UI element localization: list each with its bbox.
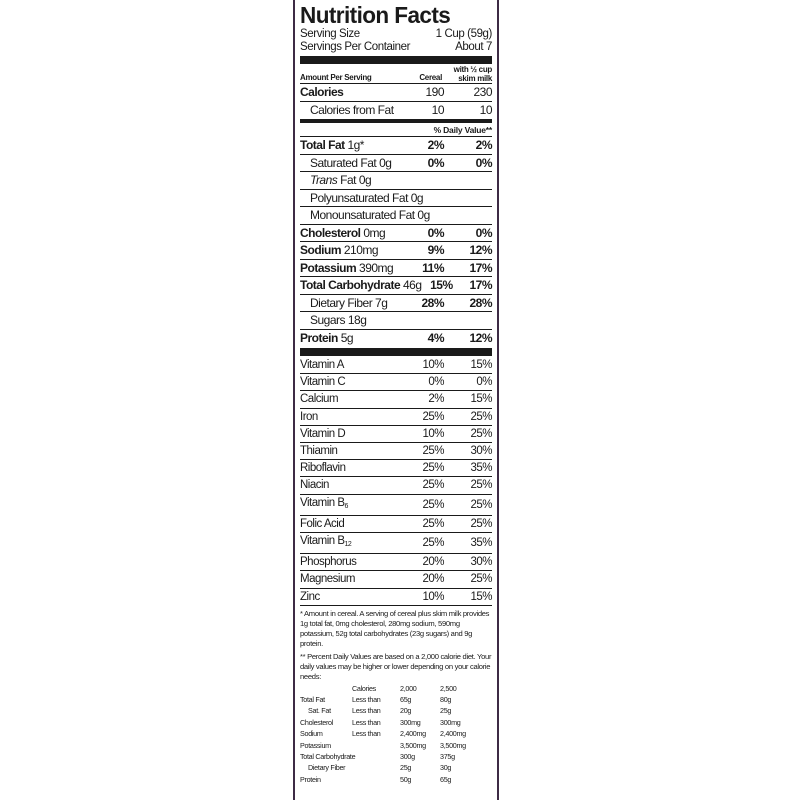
dv-table-cell: 30g — [440, 763, 452, 773]
nutrient-row — [300, 189, 492, 207]
nutrient-row — [300, 137, 492, 154]
vitamin-label: Vitamin C — [300, 376, 346, 389]
dv-table-cell: 3,500mg — [400, 740, 426, 750]
footnote-amount-in-cereal: * Amount in cereal. A serving of cereal plus skim milk provides 1g total fat, 0mg cholesterol, 280mg sodium, 590mg potassium, 52g total carbohydrates (23g sugars) and 9g protein. — [300, 608, 490, 649]
nutrient-name — [300, 172, 406, 189]
dv-table-cell: Dietary Fiber — [308, 763, 346, 773]
calories-section — [300, 84, 492, 118]
daily-value-header: % Daily Value** — [433, 125, 492, 135]
vitamin-row — [300, 494, 492, 515]
nutrient-amount: 0g — [358, 173, 372, 187]
nutrient-label: Saturated Fat — [310, 155, 377, 170]
vitamin-row — [300, 408, 492, 425]
thick-divider — [300, 348, 492, 356]
nutrient-row — [300, 154, 492, 172]
serving-size-row — [300, 28, 492, 41]
dv-table-cell: 20g — [400, 706, 412, 716]
milk-value: 25% — [470, 498, 492, 511]
vitamin-row — [300, 425, 492, 442]
dv-table-cell: 300mg — [400, 717, 421, 727]
vitamin-label: Calcium — [300, 393, 339, 406]
milk-value: 25% — [470, 410, 492, 423]
medium-divider — [300, 119, 492, 123]
cereal-value: 25% — [422, 445, 444, 458]
dv-table-cell: 300mg — [440, 717, 461, 727]
milk-daily-value: 2% — [475, 138, 492, 152]
vitamin-row — [300, 442, 492, 459]
milk-daily-value: 12% — [469, 330, 492, 345]
cereal-value: 0% — [428, 376, 444, 389]
dv-table-cell — [352, 751, 400, 762]
nutrient-row — [300, 259, 492, 277]
cereal-daily-value: 0% — [427, 225, 444, 240]
cereal-value: 20% — [422, 556, 444, 569]
cereal-value: 25% — [422, 517, 444, 530]
footnote-daily-values: ** Percent Daily Values are based on a 2,000 calorie diet. Your daily values may be higher or lower depending on your calorie needs: — [300, 652, 492, 682]
nutrient-name — [300, 295, 406, 312]
vitamin-name — [300, 391, 406, 407]
nutrient-row — [300, 206, 492, 224]
vitamin-label: Phosphorus — [300, 556, 357, 569]
vitamin-label: Riboflavin — [300, 462, 346, 475]
milk-value: 25% — [470, 427, 492, 440]
vitamin-name — [300, 516, 406, 532]
dv-table-cell: Cholesterol — [300, 717, 334, 727]
milk-daily-value: 12% — [469, 243, 492, 257]
dv-table-cell: Potassium — [300, 740, 331, 750]
milk-daily-value: 0% — [475, 155, 492, 170]
dv-table-cell: 50g — [400, 774, 412, 784]
nutrition-facts-label — [293, 0, 499, 800]
vitamin-row — [300, 588, 492, 605]
vitamin-name — [300, 409, 406, 425]
milk-value: 15% — [470, 393, 492, 406]
nutrient-amount: 18g — [347, 313, 367, 327]
calories-label: Calories — [300, 85, 344, 99]
dv-table-cell — [352, 740, 400, 751]
nutrient-amount: 390mg — [359, 260, 394, 275]
cereal-value: 10% — [422, 427, 444, 440]
dv-table-cell: 25g — [440, 706, 452, 716]
serving-size-label: Serving Size — [300, 28, 360, 40]
nutrient-amount: 1g* — [347, 138, 364, 152]
nutrient-label: Monounsaturated Fat — [310, 208, 415, 222]
cereal-daily-value: 11% — [422, 260, 444, 275]
dv-table-cell: 65g — [440, 774, 452, 784]
vitamin-label: Vitamin B — [300, 535, 345, 548]
nutrient-amount: 7g — [375, 295, 388, 310]
nutrient-label: Sugars — [310, 313, 346, 327]
nutrient-amount: 0g — [417, 208, 430, 222]
label-title: Nutrition Facts — [300, 2, 451, 28]
dv-table-cell: Less than — [352, 694, 381, 704]
nutrient-label: Cholesterol — [300, 225, 361, 240]
nutrient-amount: 0g — [410, 190, 424, 205]
nutrient-name — [300, 102, 406, 119]
dv-table-cell: 2,400mg — [400, 729, 426, 739]
cereal-column-label: Cereal — [419, 73, 442, 82]
dv-table-cell: 80g — [440, 694, 452, 704]
cereal-value: 25% — [422, 498, 444, 511]
dv-table-header-cell: 2,500 — [440, 683, 457, 693]
dv-table-cell: Less than — [352, 706, 381, 716]
milk-value: 15% — [470, 359, 492, 371]
cereal-daily-value: 9% — [427, 243, 444, 257]
cereal-value: 25% — [422, 537, 444, 550]
cereal-daily-value: 4% — [427, 330, 444, 345]
column-header — [300, 65, 492, 83]
dv-table-cell: 65g — [400, 694, 412, 704]
cereal-value: 25% — [422, 479, 444, 492]
cereal-value: 25% — [422, 462, 444, 475]
nutrient-amount: 210mg — [343, 243, 379, 257]
vitamin-name — [300, 426, 406, 442]
vitamin-name — [300, 495, 406, 515]
dv-table-header-cell — [300, 683, 352, 694]
nutrient-label: Total Fat — [300, 138, 345, 152]
milk-value: 35% — [470, 462, 492, 475]
vitamin-name — [300, 443, 406, 459]
milk-value: 25% — [470, 479, 492, 492]
nutrient-amount: 0g — [379, 155, 392, 170]
nutrient-name — [300, 84, 406, 101]
milk-daily-value: 28% — [469, 295, 492, 310]
nutrient-row — [300, 276, 492, 294]
milk-column-label: with ½ cup skim milk — [453, 65, 492, 83]
cereal-value: 25% — [422, 410, 444, 423]
vitamin-label: Magnesium — [300, 573, 355, 586]
nutrient-name — [300, 207, 430, 224]
nutrient-row — [300, 241, 492, 259]
milk-value: 30% — [470, 556, 492, 569]
vitamin-name — [300, 589, 406, 605]
nutrient-label: Fat — [340, 173, 356, 187]
milk-value: 0% — [476, 376, 492, 389]
nutrient-name — [300, 225, 406, 242]
vitamin-label: Vitamin A — [300, 359, 344, 371]
vitamin-row — [300, 553, 492, 570]
vitamin-label: Niacin — [300, 479, 329, 492]
milk-value: 10 — [479, 102, 492, 117]
milk-value: 15% — [470, 590, 492, 603]
milk-value: 30% — [470, 445, 492, 458]
nutrient-label: Protein — [300, 330, 338, 345]
vitamin-row — [300, 459, 492, 476]
nutrient-name — [300, 260, 406, 277]
nutrient-label: Dietary Fiber — [310, 295, 373, 310]
nutrient-label: Total Carbohydrate — [300, 278, 401, 292]
vitamin-label: Vitamin D — [300, 427, 346, 440]
dv-table-header-cell: Calories — [352, 683, 376, 693]
cereal-daily-value: 15% — [430, 278, 453, 292]
nutrient-row — [300, 311, 492, 329]
milk-daily-value: 17% — [469, 278, 492, 292]
dv-table-cell: Sat. Fat — [308, 706, 331, 716]
vitamin-row — [300, 357, 492, 373]
thick-divider — [300, 56, 492, 64]
dv-table-cell: Total Fat — [300, 694, 325, 704]
nutrient-amount: 5g — [340, 330, 354, 345]
dv-table-cell: Sodium — [300, 729, 323, 739]
vitamin-label: Iron — [300, 410, 318, 423]
nutrient-name — [300, 190, 423, 207]
nutrient-name — [300, 155, 406, 172]
nutrient-amount: 0mg — [363, 225, 386, 240]
dv-table-cell: 25g — [400, 763, 412, 773]
vitamin-label: Zinc — [300, 590, 320, 603]
cereal-value: 2% — [428, 393, 444, 406]
calories-label: Calories from Fat — [310, 102, 394, 117]
cereal-value: 20% — [422, 573, 444, 586]
nutrient-row — [300, 171, 492, 189]
cereal-value: 10 — [431, 102, 444, 117]
milk-daily-value: 17% — [469, 260, 492, 275]
nutrient-label: Polyunsaturated Fat — [310, 190, 408, 205]
vitamin-row — [300, 373, 492, 390]
dv-table-cell: 375g — [440, 751, 455, 761]
dv-table-cell: Less than — [352, 717, 381, 727]
dv-table-cell: 300g — [400, 751, 415, 761]
servings-label: Servings Per Container — [300, 41, 411, 53]
vitamins-section — [300, 357, 492, 605]
vitamin-name — [300, 533, 406, 553]
vitamin-subscript: 6 — [344, 502, 348, 510]
calories-row — [300, 101, 492, 119]
dv-table-cell — [352, 774, 400, 785]
nutrient-label: Potassium — [300, 260, 357, 275]
nutrient-amount: 46g — [402, 278, 422, 292]
vitamin-name — [300, 374, 406, 390]
calories-row — [300, 84, 492, 101]
nutrient-name — [300, 330, 406, 347]
nutrients-section — [300, 137, 492, 346]
dv-table-cell — [352, 762, 400, 773]
cereal-daily-value: 2% — [427, 138, 444, 152]
nutrient-name — [300, 277, 422, 294]
cereal-daily-value: 0% — [427, 155, 444, 170]
servings-per-container-row — [300, 41, 492, 54]
cereal-value: 10% — [422, 590, 444, 603]
cereal-daily-value: 28% — [421, 295, 444, 310]
cereal-value: 190 — [425, 85, 444, 99]
milk-value: 35% — [470, 537, 492, 550]
vitamin-label: Thiamin — [300, 445, 338, 458]
nutrient-row — [300, 294, 492, 312]
vitamin-name — [300, 554, 406, 570]
milk-value: 25% — [470, 517, 492, 530]
servings-value: About 7 — [455, 41, 492, 53]
milk-daily-value: 0% — [475, 225, 492, 240]
vitamin-row — [300, 390, 492, 407]
vitamin-name — [300, 477, 406, 493]
nutrient-row — [300, 224, 492, 242]
vitamin-label: Folic Acid — [300, 517, 345, 530]
dv-table-cell: 3,500mg — [440, 740, 466, 750]
serving-size-value: 1 Cup (59g) — [435, 28, 492, 40]
daily-values-table — [300, 683, 492, 786]
nutrient-row — [300, 329, 492, 347]
nutrient-name — [300, 137, 406, 154]
vitamin-label: Vitamin B — [300, 496, 345, 509]
vitamin-subscript: 12 — [344, 541, 352, 549]
milk-value: 25% — [470, 573, 492, 586]
nutrient-label: Sodium — [300, 243, 341, 257]
dv-table-cell: Less than — [352, 729, 381, 739]
vitamin-name — [300, 571, 406, 587]
nutrient-name — [300, 312, 406, 329]
amount-per-serving-label: Amount Per Serving — [300, 73, 372, 82]
vitamin-name — [300, 357, 406, 373]
dv-table-cell: Protein — [300, 774, 321, 784]
dv-table-cell: 2,400mg — [440, 729, 466, 739]
vitamin-row — [300, 570, 492, 587]
nutrient-name-italic: Trans — [310, 173, 338, 187]
vitamin-name — [300, 460, 406, 476]
dv-table-header-cell: 2,000 — [400, 683, 417, 693]
nutrient-name — [300, 242, 406, 259]
dv-table-cell: Total Carbohydrate — [300, 751, 356, 761]
milk-value: 230 — [473, 85, 492, 99]
vitamin-row — [300, 476, 492, 493]
vitamin-row — [300, 532, 492, 553]
vitamin-row — [300, 515, 492, 532]
divider — [300, 605, 492, 606]
cereal-value: 10% — [422, 359, 444, 371]
